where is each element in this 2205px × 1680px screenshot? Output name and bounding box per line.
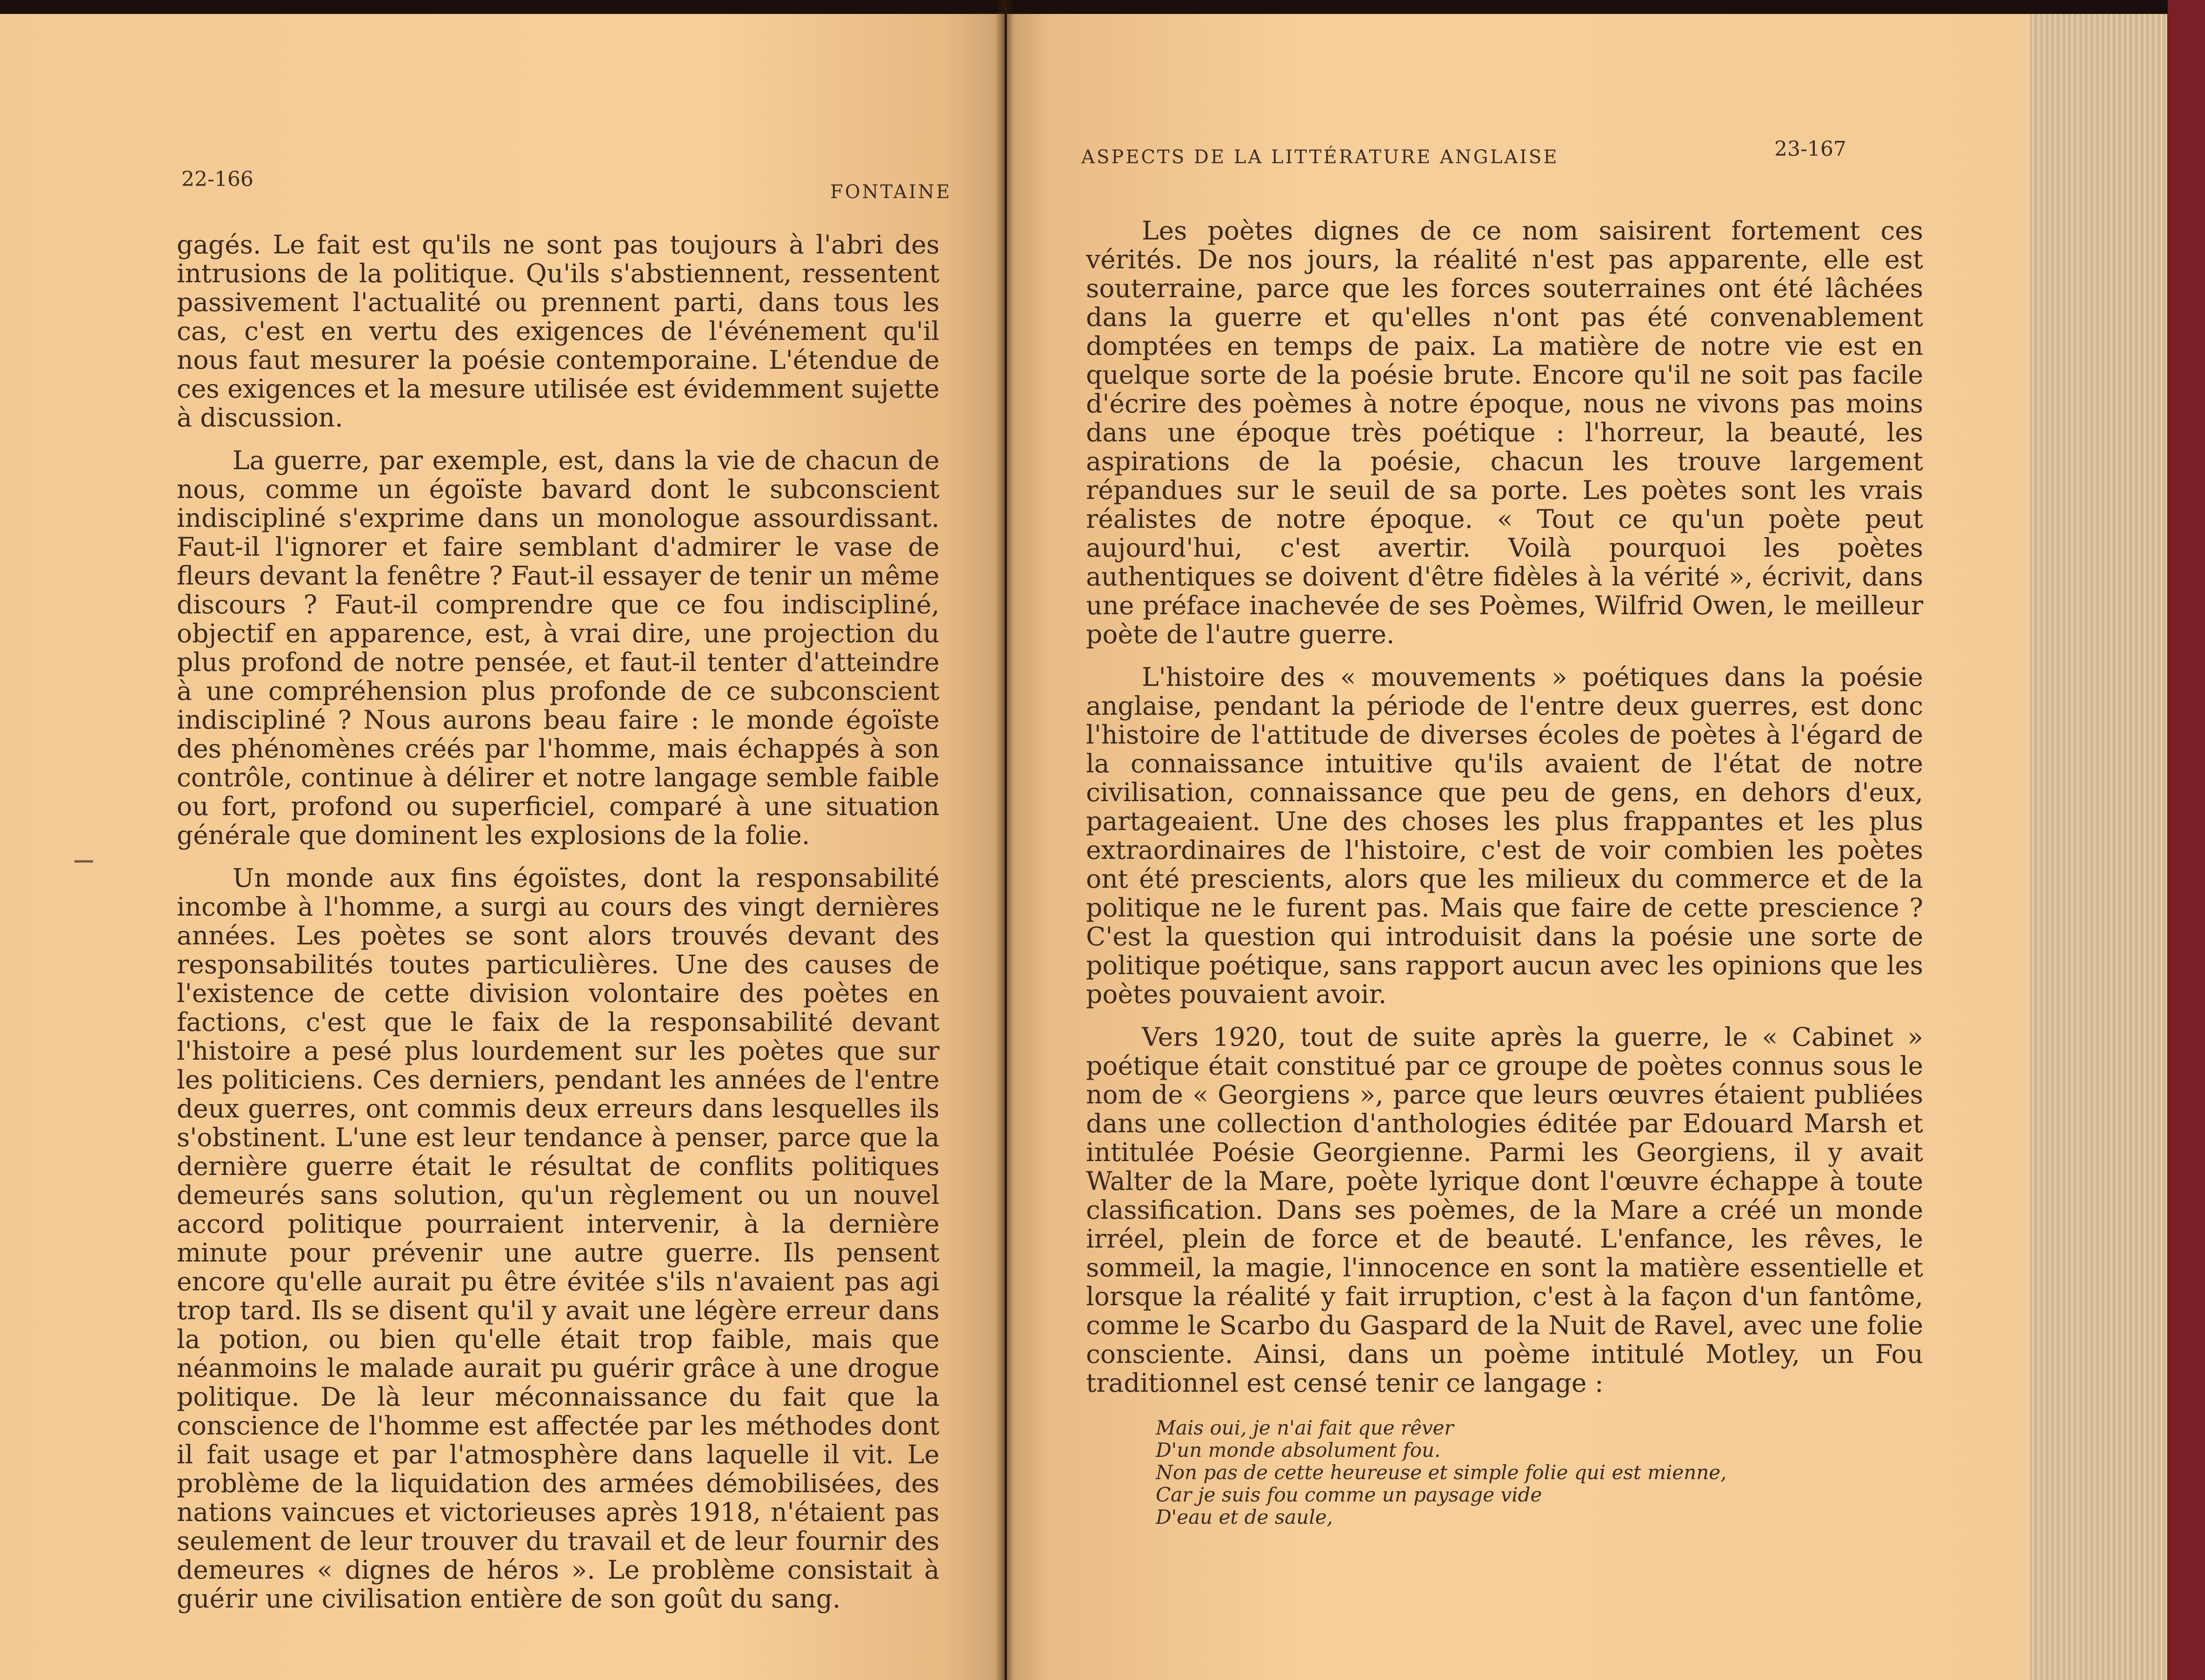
paragraph: La guerre, par exemple, est, dans la vie de chacun de nous, comme un égoïste bavard dont le subconscient indiscipliné s'exprime dans un monologue assourdissant. Faut-il l'ignorer et faire semblant d'admirer le vase de fleurs devant la fenêtre ? Faut-il essayer de tenir un même discours ? Faut-il comprendre que ce fou indiscipliné, objectif en apparence, est, à vrai dire, une projection du plus profond de notre pensée, et faut-il tenter d'atteindre à une compréhension plus profonde de ce subconscient indiscipliné ? Nous aurons beau faire : le monde égoïste des phénomènes créés par l'homme, mais échappés à son contrôle, continue à délirer et notre langage semble faible ou fort, profond ou superficiel, comparé à une situation générale que dominent les explosions de la folie. [177,445,939,850]
page-block-edge [2028,14,2167,1680]
right-page [1007,14,2030,1680]
paragraph: L'histoire des « mouvements » poétiques dans la poésie anglaise, pendant la période de l'entre deux guerres, est donc l'histoire de l'attitude de diverses écoles de poètes à l'égard de la connaissance intuitive qu'ils avaient de l'état de notre civilisation, connaissance que peu de gens, en dehors d'eux, partageaient. Une des choses les plus frappantes et les plus extraordinaires de l'histoire, c'est de voir combien les poètes ont été prescients, alors que les milieux du commerce et de la politique ne le furent pas. Mais que faire de cette prescience ? C'est la question qui introduisit dans la poésie une sorte de politique poétique, sans rapport aucun avec les opinions que les poètes pouvaient avoir. [1086,662,1923,1009]
book-cover-edge [2168,0,2205,1680]
left-page-text [177,230,939,1627]
right-folio: 23-167 [1774,137,1846,161]
verse-quote [1156,1417,1923,1528]
verse-line: Mais oui, je n'ai fait que rêver [1156,1416,1454,1439]
margin-mark [74,860,93,863]
paragraph: gagés. Le fait est qu'ils ne sont pas toujours à l'abri des intrusions de la politique. Qu'ils s'abstiennent, ressentent passivement l'actualité ou prennent parti, dans tous les cas, c'est en vertu des exigences de l'événement qu'il nous faut mesurer la poésie contemporaine. L'étendue de ces exigences et la mesure utilisée est évidemment sujette à discussion. [177,230,939,432]
left-page [0,14,1005,1680]
book-gutter [995,0,1014,1680]
verse-line: D'un monde absolument fou. [1156,1439,1441,1461]
verse-line: D'eau et de saule, [1156,1506,1333,1528]
paragraph: Vers 1920, tout de suite après la guerre, le « Cabinet » poétique était constitué par ce groupe de poètes connus sous le nom de « Georgiens », parce que leurs œuvres étaient publiées dans une collection d'anthologies éditée par Edouard Marsh et intitulée Poésie Georgienne. Parmi les Georgiens, il y avait Walter de la Mare, poète lyrique dont l'œuvre échappe à toute classification. Dans ses poèmes, de la Mare a créé un monde irréel, plein de force et de beauté. L'enfance, les rêves, le sommeil, la magie, l'innocence en sont la matière essentielle et lorsque la réalité y fait irruption, c'est à la façon d'un fantôme, comme le Scarbo du Gaspard de la Nuit de Ravel, avec une folie consciente. Ainsi, dans un poème intitulé Motley, un Fou traditionnel est censé tenir ce langage : [1086,1022,1923,1398]
right-running-head: ASPECTS DE LA LITTÉRATURE ANGLAISE [1081,146,1559,168]
verse-line: Non pas de cette heureuse et simple folie qui est mienne, [1156,1461,1727,1484]
verse-line: Car je suis fou comme un paysage vide [1156,1483,1542,1506]
left-running-head: FONTAINE [830,181,952,203]
paragraph: Les poètes dignes de ce nom saisirent fortement ces vérités. De nos jours, la réalité n'est pas apparente, elle est souterraine, parce que les forces souterraines ont été lâchées dans la guerre et qu'elles n'ont pas été convenablement domptées en temps de paix. La matière de notre vie est en quelque sorte de la poésie brute. Encore qu'il ne soit pas facile d'écrire des poèmes à notre époque, nous ne vivons pas moins dans une époque très poétique : l'horreur, la beauté, les aspirations de la poésie, chacun les trouve largement répandues sur le seuil de sa porte. Les poètes sont les vrais réalistes de notre époque. « Tout ce qu'un poète peut aujourd'hui, c'est avertir. Voilà pourquoi les poètes authentiques se doivent d'être fidèles à la vérité », écrivit, dans une préface inachevée de ses Poèmes, Wilfrid Owen, le meilleur poète de l'autre guerre. [1086,216,1923,649]
paragraph: Un monde aux fins égoïstes, dont la responsabilité incombe à l'homme, a surgi au cours des vingt dernières années. Les poètes se sont alors trouvés devant des responsabilités toutes particulières. Une des causes de l'existence de cette division volontaire des poètes en factions, c'est que le faix de la responsabilité devant l'histoire a pesé plus lourdement sur les poètes que sur les politiciens. Ces derniers, pendant les années de l'entre deux guerres, ont commis deux erreurs dans lesquelles ils s'obstinent. L'une est leur tendance à penser, parce que la dernière guerre était le résultat de conflits politiques demeurés sans solution, qu'un règlement ou un nouvel accord politique pourraient intervenir, à la dernière minute pour prévenir une autre guerre. Ils pensent encore qu'elle aurait pu être évitée s'ils n'avaient pas agi trop tard. Ils se disent qu'il y avait une légère erreur dans la potion, ou bien qu'elle était trop faible, mais que néanmoins le malade aurait pu guérir grâce à une drogue politique. De là leur méconnaissance du fait que la conscience de l'homme est affectée par les méthodes dont il fait usage et par l'atmosphère dans laquelle il vit. Le problème de la liquidation des armées démobilisées, des nations vaincues et victorieuses après 1918, n'étaient pas seulement de leur trouver du travail et de leur fournir des demeures « dignes de héros ». Le problème consistait à guérir une civilisation entière de son goût du sang. [177,863,939,1614]
right-page-text [1086,216,1923,1528]
left-folio: 22-166 [181,167,253,191]
